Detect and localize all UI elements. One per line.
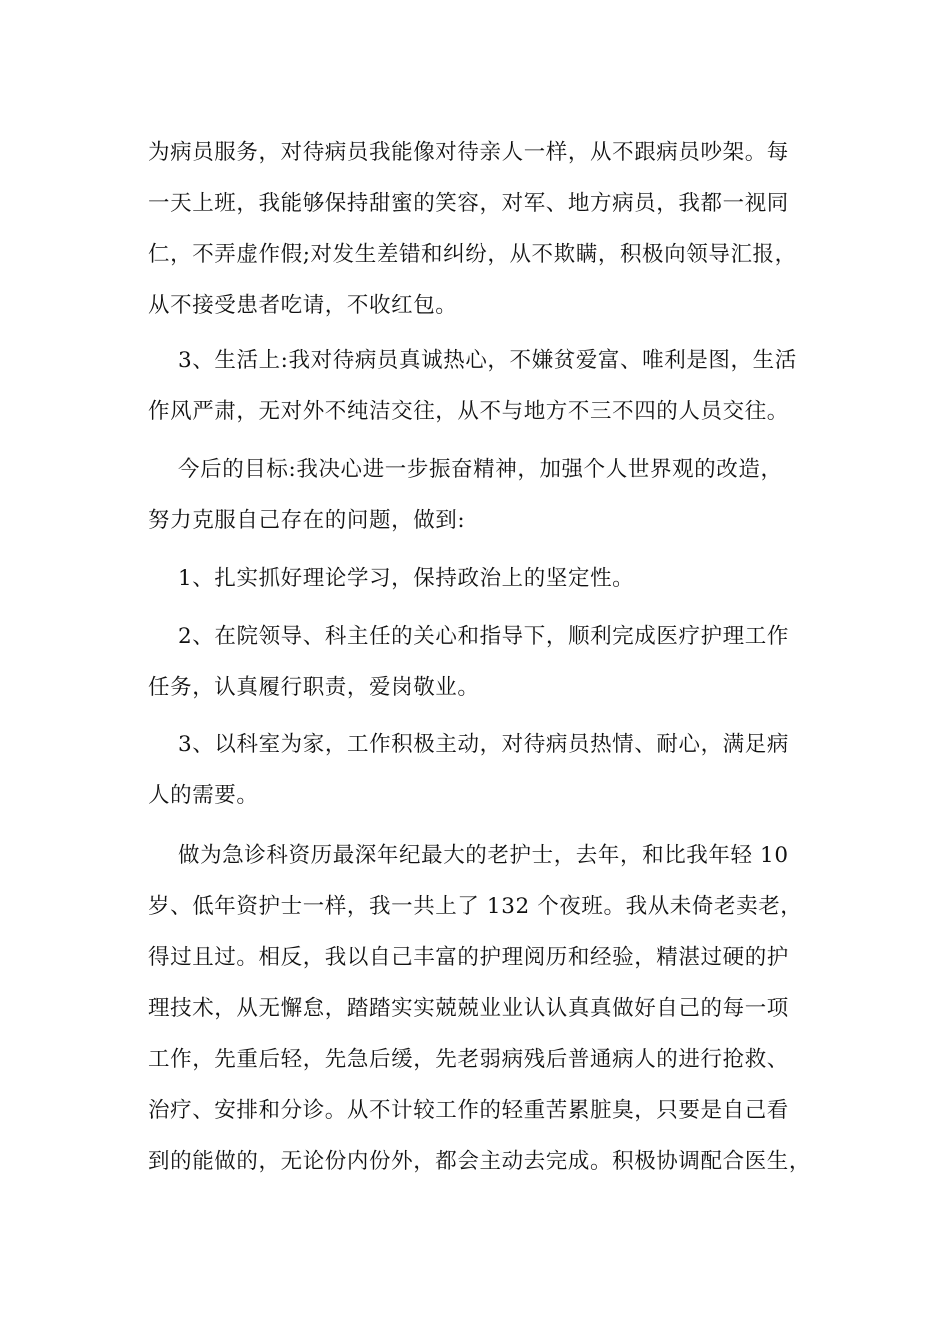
paragraph-3-line-1: 今后的目标:我决心进一步振奋精神，加强个人世界观的改造， [178,457,783,482]
paragraph-1-line-2: 一天上班，我能够保持甜蜜的笑容，对军、地方病员，我都一视同 [148,191,789,216]
paragraph-7-line-3: 得过且过。相反，我以自己丰富的护理阅历和经验，精湛过硬的护 [148,945,789,970]
paragraph-1-line-1: 为病员服务，对待病员我能像对待亲人一样，从不跟病员吵架。每 [148,140,789,165]
paragraph-7-line-6: 治疗、安排和分诊。从不计较工作的轻重苦累脏臭，只要是自己看 [148,1098,789,1123]
paragraph-6-line-1: 3、以科室为家，工作积极主动，对待病员热情、耐心，满足病 [178,732,789,757]
paragraph-7-line-5: 工作，先重后轻，先急后缓，先老弱病残后普通病人的进行抢救、 [148,1047,789,1072]
paragraph-7-line-2: 岁、低年资护士一样，我一共上了 132 个夜班。我从未倚老卖老， [148,894,803,919]
paragraph-4-line-1: 1、扎实抓好理论学习，保持政治上的坚定性。 [178,566,635,591]
paragraph-2-line-2: 作风严肃，无对外不纯洁交往，从不与地方不三不四的人员交往。 [148,399,789,424]
paragraph-7-line-7: 到的能做的，无论份内份外，都会主动去完成。积极协调配合医生， [148,1149,812,1174]
paragraph-7-line-4: 理技术，从无懈怠，踏踏实实兢兢业业认认真真做好自己的每一项 [148,996,789,1021]
paragraph-7-line-1: 做为急诊科资历最深年纪最大的老护士，去年，和比我年轻 10 [178,843,789,868]
paragraph-5-line-2: 任务，认真履行职责，爱岗敬业。 [148,675,480,700]
paragraph-6-line-2: 人的需要。 [148,783,259,808]
paragraph-3-line-2: 努力克服自己存在的问题，做到: [148,508,466,533]
paragraph-1-line-4: 从不接受患者吃请，不收红包。 [148,293,458,318]
paragraph-5-line-1: 2、在院领导、科主任的关心和指导下，顺利完成医疗护理工作 [178,624,789,649]
paragraph-2-line-1: 3、生活上:我对待病员真诚热心，不嫌贫爱富、唯利是图，生活 [178,348,797,373]
paragraph-1-line-3: 仁，不弄虚作假;对发生差错和纠纷，从不欺瞒，积极向领导汇报， [148,242,797,267]
